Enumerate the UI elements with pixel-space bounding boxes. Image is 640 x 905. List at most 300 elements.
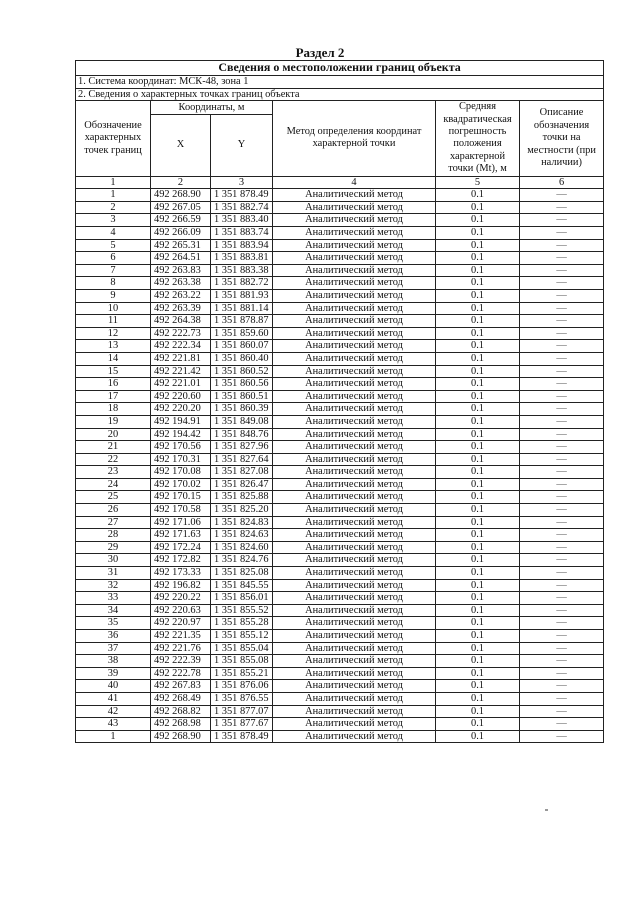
method-cell: Аналитический метод [273,428,436,441]
method-cell: Аналитический метод [273,604,436,617]
coord-y: 1 351 876.55 [211,692,273,705]
coord-x: 492 263.83 [151,264,211,277]
coord-y: 1 351 825.88 [211,491,273,504]
table-row [76,642,604,655]
coord-x: 492 222.78 [151,667,211,680]
table-row [76,327,604,340]
method-cell: Аналитический метод [273,692,436,705]
accuracy-cell: 0.1 [436,617,520,630]
accuracy-cell: 0.1 [436,604,520,617]
coord-x: 492 264.51 [151,252,211,265]
point-number: 32 [76,579,151,592]
accuracy-cell: 0.1 [436,504,520,517]
method-cell: Аналитический метод [273,718,436,731]
coord-x: 492 264.38 [151,315,211,328]
point-number: 36 [76,630,151,643]
coord-x: 492 263.38 [151,277,211,290]
coord-system-row [76,76,604,89]
description-cell: — [520,466,604,479]
accuracy-cell: 0.1 [436,478,520,491]
point-number: 1 [76,189,151,202]
description-cell: — [520,441,604,454]
header-y: Y [211,115,273,176]
method-cell: Аналитический метод [273,667,436,680]
table-title: Сведения о местоположении границ объекта [76,61,604,76]
point-number: 22 [76,453,151,466]
coord-y: 1 351 845.55 [211,579,273,592]
coord-y: 1 351 855.52 [211,604,273,617]
table-row [76,378,604,391]
coord-x: 492 268.98 [151,718,211,731]
point-number: 11 [76,315,151,328]
description-cell: — [520,541,604,554]
description-cell: — [520,579,604,592]
point-number: 3 [76,214,151,227]
accuracy-cell: 0.1 [436,554,520,567]
column-number: 4 [273,176,436,189]
coord-y: 1 351 827.64 [211,453,273,466]
description-cell: — [520,655,604,668]
accuracy-cell: 0.1 [436,466,520,479]
point-number: 21 [76,441,151,454]
scan-speck [545,809,548,811]
method-cell: Аналитический метод [273,630,436,643]
coord-x: 492 263.22 [151,289,211,302]
point-number: 34 [76,604,151,617]
coord-y: 1 351 855.21 [211,667,273,680]
coord-x: 492 221.42 [151,365,211,378]
description-cell: — [520,617,604,630]
method-cell: Аналитический метод [273,252,436,265]
accuracy-cell: 0.1 [436,415,520,428]
coord-x: 492 267.83 [151,680,211,693]
description-cell: — [520,302,604,315]
coord-x: 492 268.49 [151,692,211,705]
description-cell: — [520,642,604,655]
description-cell: — [520,352,604,365]
table-row [76,252,604,265]
method-cell: Аналитический метод [273,227,436,240]
coord-y: 1 351 824.60 [211,541,273,554]
table-row [76,504,604,517]
description-cell: — [520,667,604,680]
coord-y: 1 351 878.87 [211,315,273,328]
method-cell: Аналитический метод [273,592,436,605]
point-number: 7 [76,264,151,277]
table-row [76,529,604,542]
coord-x: 492 220.20 [151,403,211,416]
table-row [76,592,604,605]
accuracy-cell: 0.1 [436,491,520,504]
coord-x: 492 196.82 [151,579,211,592]
accuracy-cell: 0.1 [436,667,520,680]
method-cell: Аналитический метод [273,516,436,529]
point-number: 8 [76,277,151,290]
header-row-1 [76,101,604,115]
description-cell: — [520,315,604,328]
accuracy-cell: 0.1 [436,441,520,454]
accuracy-cell: 0.1 [436,264,520,277]
coord-y: 1 351 878.49 [211,730,273,743]
method-cell: Аналитический метод [273,529,436,542]
accuracy-cell: 0.1 [436,680,520,693]
description-cell: — [520,491,604,504]
table-row [76,189,604,202]
coord-x: 492 172.24 [151,541,211,554]
description-cell: — [520,390,604,403]
table-row [76,466,604,479]
coord-y: 1 351 855.12 [211,630,273,643]
coord-y: 1 351 824.83 [211,516,273,529]
coord-x: 492 171.63 [151,529,211,542]
description-cell: — [520,378,604,391]
accuracy-cell: 0.1 [436,378,520,391]
accuracy-cell: 0.1 [436,327,520,340]
coord-x: 492 267.05 [151,201,211,214]
point-number: 40 [76,680,151,693]
accuracy-cell: 0.1 [436,453,520,466]
coord-y: 1 351 824.63 [211,529,273,542]
method-cell: Аналитический метод [273,478,436,491]
accuracy-cell: 0.1 [436,289,520,302]
coord-x: 492 220.60 [151,390,211,403]
accuracy-cell: 0.1 [436,428,520,441]
accuracy-cell: 0.1 [436,730,520,743]
table-row [76,227,604,240]
method-cell: Аналитический метод [273,327,436,340]
point-number: 2 [76,201,151,214]
table-row [76,667,604,680]
table-row [76,516,604,529]
point-number: 4 [76,227,151,240]
accuracy-cell: 0.1 [436,592,520,605]
method-cell: Аналитический метод [273,340,436,353]
method-cell: Аналитический метод [273,390,436,403]
coord-x: 492 170.15 [151,491,211,504]
accuracy-cell: 0.1 [436,352,520,365]
column-number: 2 [151,176,211,189]
table-row [76,692,604,705]
accuracy-cell: 0.1 [436,201,520,214]
point-number: 27 [76,516,151,529]
table-row [76,403,604,416]
method-cell: Аналитический метод [273,705,436,718]
accuracy-cell: 0.1 [436,302,520,315]
method-cell: Аналитический метод [273,541,436,554]
points-caption-row [76,88,604,101]
boundary-points-table [75,60,604,743]
column-number: 5 [436,176,520,189]
coord-x: 492 170.02 [151,478,211,491]
coord-x: 492 268.82 [151,705,211,718]
accuracy-cell: 0.1 [436,630,520,643]
column-number: 1 [76,176,151,189]
coord-y: 1 351 860.40 [211,352,273,365]
accuracy-cell: 0.1 [436,529,520,542]
coord-y: 1 351 855.04 [211,642,273,655]
method-cell: Аналитический метод [273,579,436,592]
accuracy-cell: 0.1 [436,692,520,705]
description-cell: — [520,428,604,441]
coord-x: 492 220.97 [151,617,211,630]
description-cell: — [520,415,604,428]
point-number: 20 [76,428,151,441]
table-row [76,201,604,214]
description-cell: — [520,567,604,580]
method-cell: Аналитический метод [273,403,436,416]
table-row [76,340,604,353]
header-method: Метод определения координат характерной точки [273,101,436,176]
description-cell: — [520,592,604,605]
description-cell: — [520,705,604,718]
point-number: 13 [76,340,151,353]
point-number: 19 [76,415,151,428]
table-row [76,365,604,378]
method-cell: Аналитический метод [273,239,436,252]
table-row [76,352,604,365]
coord-x: 492 266.09 [151,227,211,240]
table-row [76,289,604,302]
point-number: 26 [76,504,151,517]
description-cell: — [520,189,604,202]
coord-y: 1 351 882.72 [211,277,273,290]
table-row [76,630,604,643]
table-row [76,214,604,227]
header-accuracy: Средняя квадратическая погрешность положения характерной точки (Mt), м [436,101,520,176]
method-cell: Аналитический метод [273,453,436,466]
point-number: 6 [76,252,151,265]
table-row [76,315,604,328]
method-cell: Аналитический метод [273,214,436,227]
method-cell: Аналитический метод [273,264,436,277]
coord-x: 492 172.82 [151,554,211,567]
coord-y: 1 351 855.28 [211,617,273,630]
method-cell: Аналитический метод [273,617,436,630]
section-heading: Раздел 2 [295,45,345,60]
coord-y: 1 351 860.07 [211,340,273,353]
accuracy-cell: 0.1 [436,403,520,416]
coord-y: 1 351 826.47 [211,478,273,491]
point-number: 41 [76,692,151,705]
point-number: 15 [76,365,151,378]
coord-x: 492 221.81 [151,352,211,365]
coord-y: 1 351 860.39 [211,403,273,416]
accuracy-cell: 0.1 [436,642,520,655]
point-number: 17 [76,390,151,403]
coord-y: 1 351 848.76 [211,428,273,441]
description-cell: — [520,289,604,302]
description-cell: — [520,529,604,542]
table-row [76,567,604,580]
point-number: 31 [76,567,151,580]
coord-y: 1 351 827.08 [211,466,273,479]
table-row [76,705,604,718]
header-coords: Координаты, м [151,101,273,115]
accuracy-cell: 0.1 [436,340,520,353]
header-x: X [151,115,211,176]
point-number: 43 [76,718,151,731]
point-number: 1 [76,730,151,743]
column-numbers-row [76,176,604,189]
description-cell: — [520,252,604,265]
table-row [76,277,604,290]
accuracy-cell: 0.1 [436,252,520,265]
coord-x: 492 222.34 [151,340,211,353]
method-cell: Аналитический метод [273,642,436,655]
accuracy-cell: 0.1 [436,365,520,378]
description-cell: — [520,277,604,290]
coord-x: 492 170.56 [151,441,211,454]
method-cell: Аналитический метод [273,730,436,743]
point-number: 10 [76,302,151,315]
method-cell: Аналитический метод [273,680,436,693]
coord-x: 492 171.06 [151,516,211,529]
accuracy-cell: 0.1 [436,227,520,240]
coord-y: 1 351 883.94 [211,239,273,252]
description-cell: — [520,214,604,227]
description-cell: — [520,365,604,378]
method-cell: Аналитический метод [273,415,436,428]
method-cell: Аналитический метод [273,466,436,479]
method-cell: Аналитический метод [273,289,436,302]
table-row [76,655,604,668]
point-number: 5 [76,239,151,252]
description-cell: — [520,604,604,617]
accuracy-cell: 0.1 [436,214,520,227]
description-cell: — [520,327,604,340]
point-number: 30 [76,554,151,567]
description-cell: — [520,227,604,240]
accuracy-cell: 0.1 [436,390,520,403]
table-row [76,617,604,630]
column-number: 3 [211,176,273,189]
description-cell: — [520,453,604,466]
header-point: Обозначение характерных точек границ [76,101,151,176]
table-row [76,680,604,693]
method-cell: Аналитический метод [273,277,436,290]
coord-y: 1 351 824.76 [211,554,273,567]
description-cell: — [520,478,604,491]
method-cell: Аналитический метод [273,554,436,567]
accuracy-cell: 0.1 [436,567,520,580]
accuracy-cell: 0.1 [436,315,520,328]
header-description: Описание обозначения точки на местности (при наличии) [520,101,604,176]
accuracy-cell: 0.1 [436,189,520,202]
coord-y: 1 351 883.74 [211,227,273,240]
accuracy-cell: 0.1 [436,541,520,554]
table-row [76,415,604,428]
table-row [76,302,604,315]
point-number: 38 [76,655,151,668]
description-cell: — [520,403,604,416]
coord-y: 1 351 827.96 [211,441,273,454]
table-row [76,428,604,441]
point-number: 14 [76,352,151,365]
method-cell: Аналитический метод [273,315,436,328]
accuracy-cell: 0.1 [436,579,520,592]
point-number: 35 [76,617,151,630]
coord-y: 1 351 876.06 [211,680,273,693]
coord-y: 1 351 882.74 [211,201,273,214]
coord-y: 1 351 881.14 [211,302,273,315]
method-cell: Аналитический метод [273,201,436,214]
coord-x: 492 170.08 [151,466,211,479]
table-row [76,604,604,617]
description-cell: — [520,239,604,252]
table-row [76,453,604,466]
table-row [76,730,604,743]
description-cell: — [520,692,604,705]
method-cell: Аналитический метод [273,441,436,454]
method-cell: Аналитический метод [273,352,436,365]
coord-x: 492 221.35 [151,630,211,643]
coord-x: 492 263.39 [151,302,211,315]
description-cell: — [520,264,604,277]
coordinate-system: 1. Система координат: МСК-48, зона 1 [76,76,604,89]
coord-y: 1 351 883.40 [211,214,273,227]
coord-x: 492 265.31 [151,239,211,252]
method-cell: Аналитический метод [273,365,436,378]
method-cell: Аналитический метод [273,567,436,580]
coord-x: 492 170.31 [151,453,211,466]
description-cell: — [520,340,604,353]
description-cell: — [520,554,604,567]
point-number: 12 [76,327,151,340]
coord-y: 1 351 855.08 [211,655,273,668]
coord-y: 1 351 881.93 [211,289,273,302]
table-row [76,554,604,567]
point-number: 23 [76,466,151,479]
description-cell: — [520,630,604,643]
table-row [76,239,604,252]
accuracy-cell: 0.1 [436,705,520,718]
accuracy-cell: 0.1 [436,516,520,529]
description-cell: — [520,201,604,214]
method-cell: Аналитический метод [273,302,436,315]
coord-y: 1 351 859.60 [211,327,273,340]
coord-x: 492 268.90 [151,189,211,202]
coord-y: 1 351 877.67 [211,718,273,731]
accuracy-cell: 0.1 [436,239,520,252]
coord-y: 1 351 849.08 [211,415,273,428]
point-number: 39 [76,667,151,680]
coord-y: 1 351 860.52 [211,365,273,378]
coord-y: 1 351 883.38 [211,264,273,277]
point-number: 28 [76,529,151,542]
point-number: 9 [76,289,151,302]
points-caption: 2. Сведения о характерных точках границ объекта [76,88,604,101]
table-row [76,491,604,504]
description-cell: — [520,718,604,731]
description-cell: — [520,730,604,743]
table-row [76,478,604,491]
coord-x: 492 170.58 [151,504,211,517]
description-cell: — [520,504,604,517]
coord-x: 492 222.39 [151,655,211,668]
column-number: 6 [520,176,604,189]
coord-x: 492 268.90 [151,730,211,743]
method-cell: Аналитический метод [273,504,436,517]
accuracy-cell: 0.1 [436,718,520,731]
method-cell: Аналитический метод [273,491,436,504]
coord-x: 492 221.01 [151,378,211,391]
coord-y: 1 351 825.08 [211,567,273,580]
table-row [76,541,604,554]
point-number: 25 [76,491,151,504]
coord-x: 492 221.76 [151,642,211,655]
point-number: 24 [76,478,151,491]
accuracy-cell: 0.1 [436,655,520,668]
